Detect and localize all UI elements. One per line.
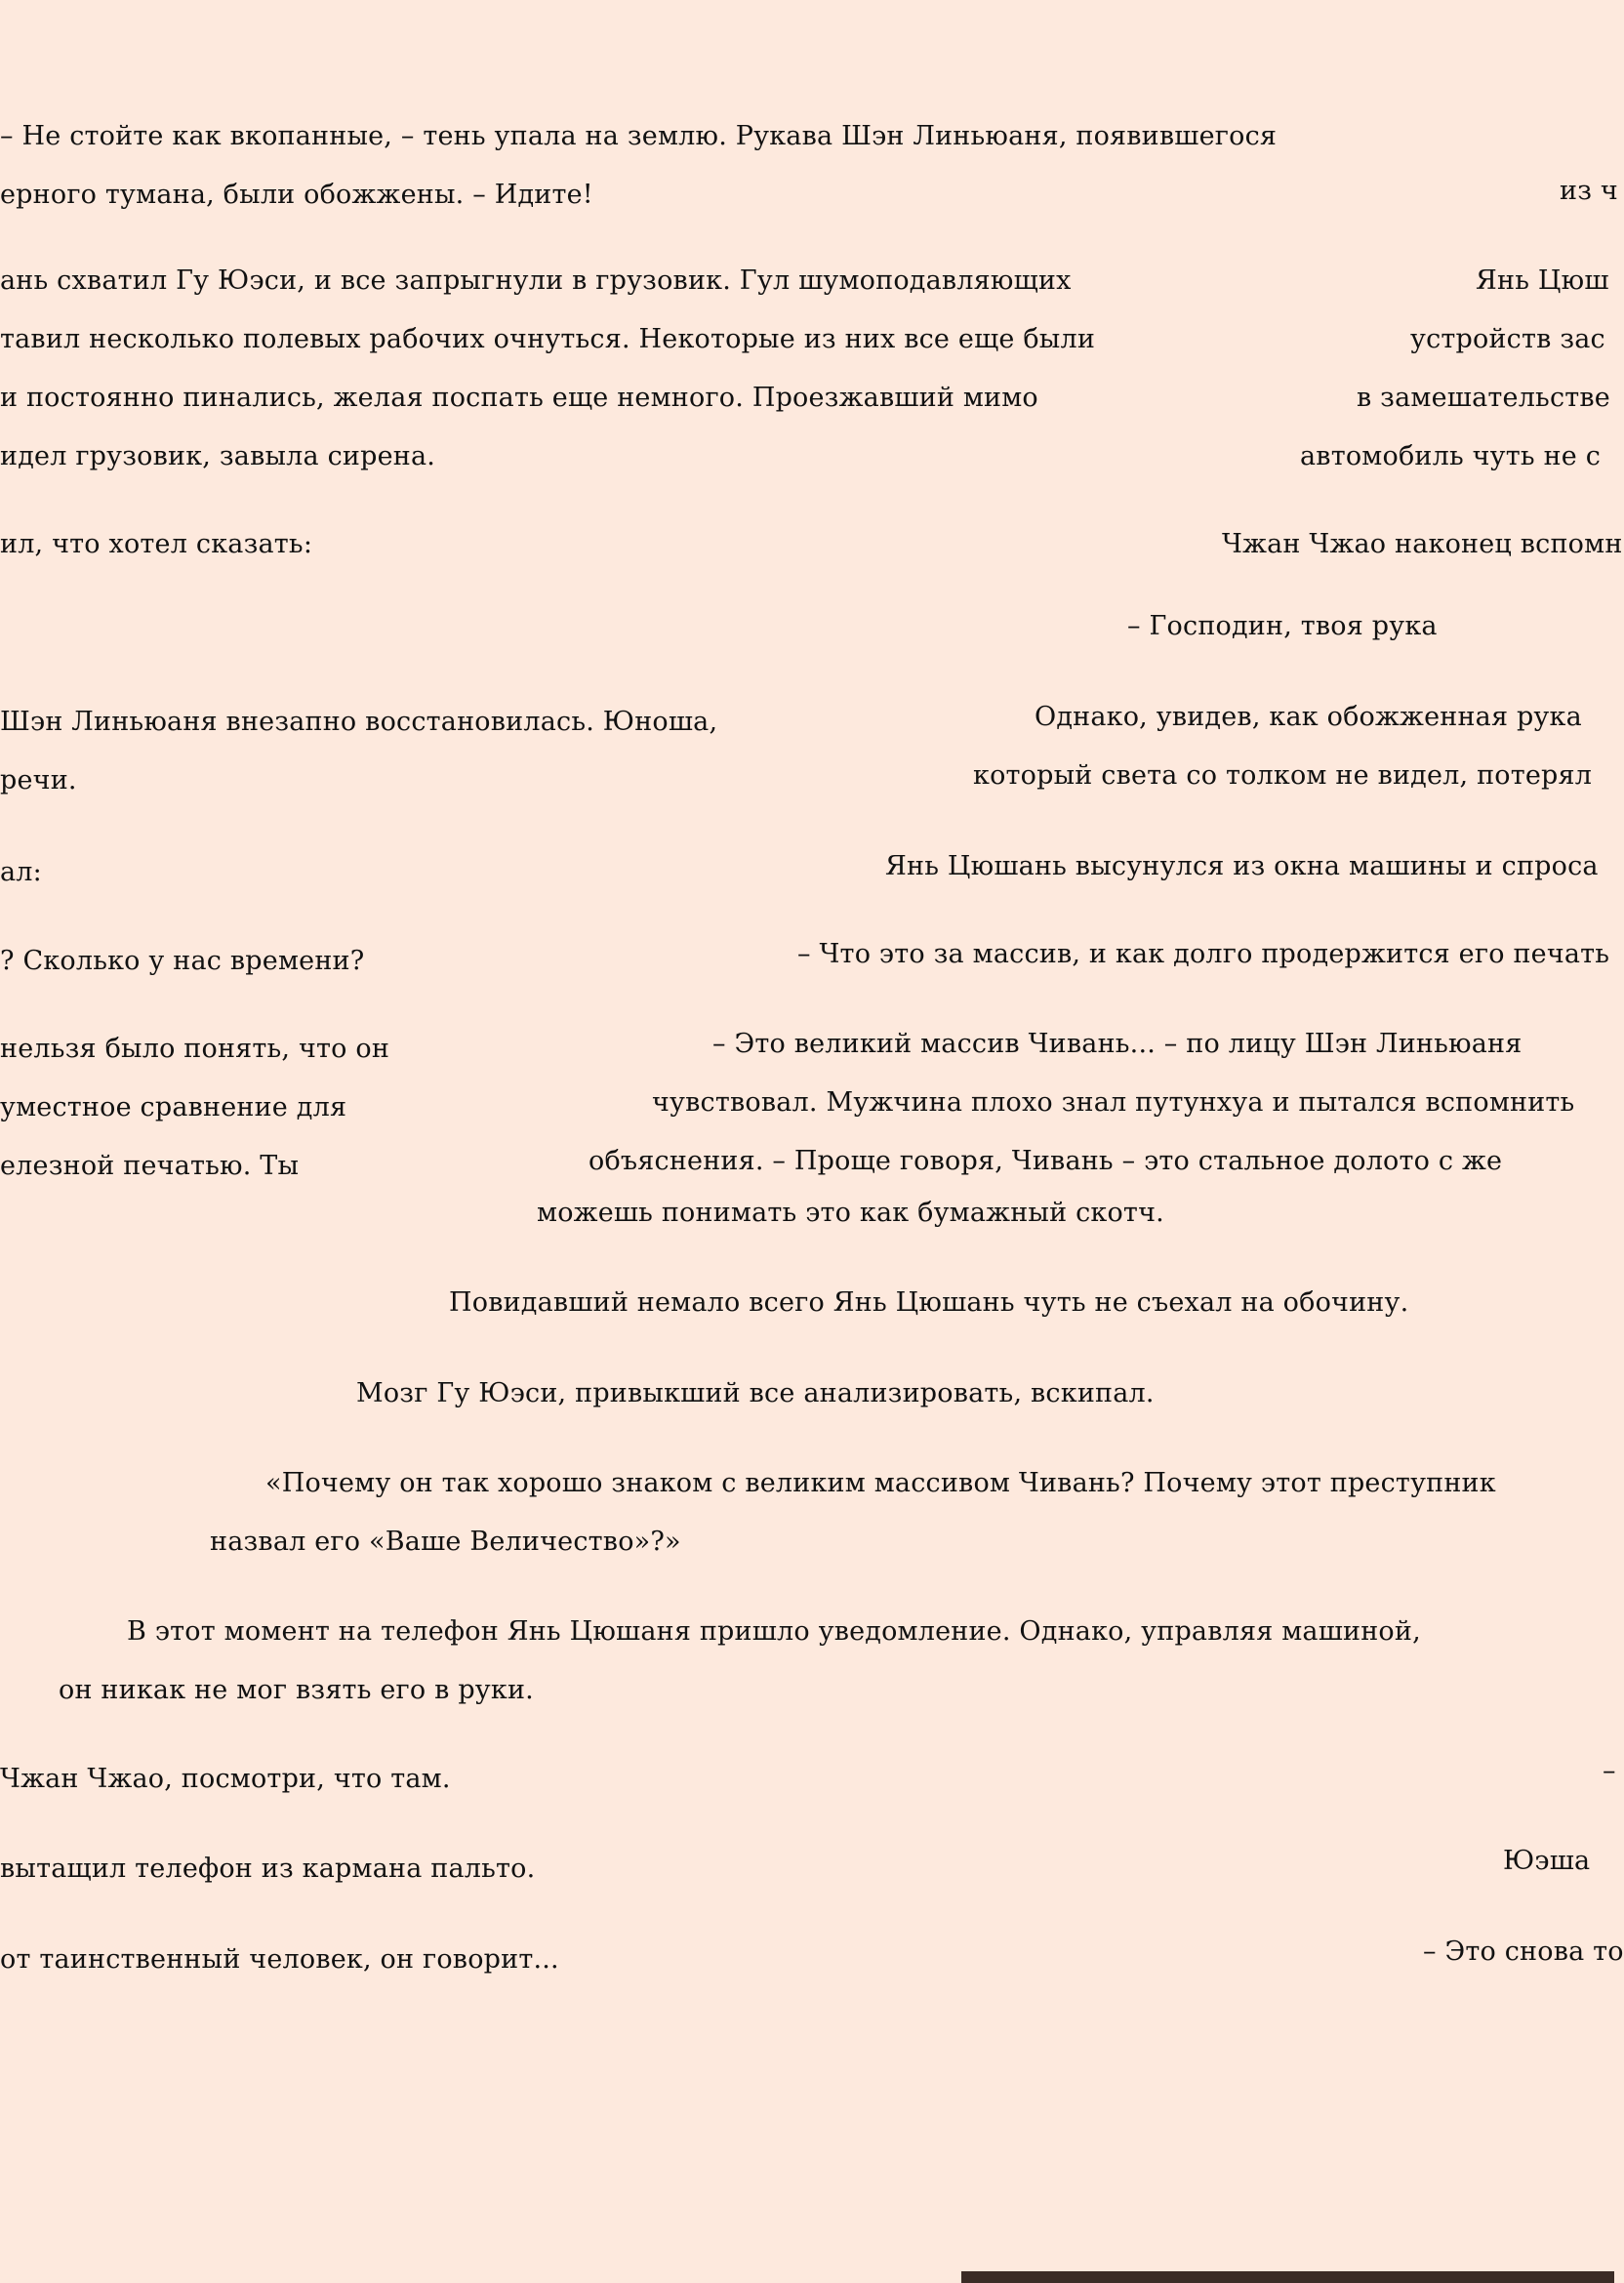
text-line: ань схватил Гу Юэси, и все запрыгнули в грузовик. Гул шумоподавляющих [0,265,1072,296]
text-line: В этот момент на телефон Янь Цюшаня пришло уведомление. Однако, управляя машиной, [127,1616,1421,1647]
text-line: Шэн Линьюаня внезапно восстановилась. Юноша, [0,707,718,737]
text-line: назвал его «Ваше Величество»?» [210,1527,681,1557]
text-line: – Не стойте как вкопанные, – тень упала на землю. Рукава Шэн Линьюаня, появившегося [0,121,1278,151]
paragraph [589,1132,1502,1191]
paragraph [0,515,312,574]
paragraph [1222,515,1623,574]
text-line: автомобиль чуть не с [1300,441,1602,471]
text-line: – Это снова то [1423,1936,1624,1967]
paragraph [973,747,1592,805]
bottom-progress-bar [961,2271,1614,2283]
paragraph [1560,162,1618,221]
text-line: из ч [1560,176,1618,206]
text-line: уместное сравнение для [0,1092,347,1122]
paragraph [797,925,1609,984]
text-line: который света со толком не видел, потерял [973,760,1593,791]
paragraph [1503,1832,1590,1891]
paragraph [210,1513,681,1571]
paragraph [652,1074,1574,1132]
text-line: объяснения. – Проще говоря, Чивань – это стальное долото с же [589,1146,1503,1176]
text-line: речи. [0,765,77,795]
text-line: – Что это за массив, и как долго продержится его печать [797,939,1610,969]
paragraph [0,107,1277,224]
paragraph [0,932,364,991]
paragraph [127,1603,1421,1661]
paragraph [59,1661,534,1720]
text-line: можешь понимать это как бумажный скотч. [537,1198,1164,1228]
text-line: – Это великий массив Чивань... – по лицу Шэн Линьюаня [712,1029,1522,1059]
paragraph [0,1750,451,1809]
text-line: Мозг Гу Юэси, привыкший все анализировать, вскипал. [356,1378,1155,1408]
paragraph [537,1184,1164,1243]
text-line: тавил несколько полевых рабочих очнуться. Некоторые из них все еще были [0,324,1096,354]
paragraph [1127,597,1438,656]
text-line: Однако, увидев, как обожженная рука [1035,702,1582,732]
paragraph [0,252,1095,486]
text-line: нельзя было понять, что он [0,1034,390,1064]
text-line: ал: [0,857,42,887]
text-line: Чжан Чжао наконец вспомн [1222,529,1623,559]
text-line: чувствовал. Мужчина плохо знал путунхуа и пытался вспомнить [652,1087,1575,1118]
text-line: и постоянно пинались, желая поспать еще немного. Проезжавший мимо [0,383,1038,413]
text-line: – [1603,1756,1616,1786]
text-line: от таинственный человек, он говорит... [0,1944,559,1975]
text-line: вытащил телефон из кармана пальто. [0,1854,536,1884]
text-line: Чжан Чжао, посмотри, что там. [0,1764,451,1794]
paragraph [1035,688,1582,747]
paragraph [265,1454,1496,1513]
text-line: Повидавший немало всего Янь Цюшань чуть не съехал на обочину. [449,1287,1409,1318]
paragraph [0,1020,389,1196]
paragraph [1357,369,1610,428]
paragraph [0,693,717,810]
text-line: – Господин, твоя рука [1127,611,1438,641]
paragraph [885,837,1599,896]
paragraph [0,1840,535,1898]
paragraph [1300,428,1601,486]
text-line: ерного тумана, были обожжены. – Идите! [0,180,593,210]
text-line: Янь Цюшань высунулся из окна машины и спроса [885,851,1599,881]
text-line: в замешательстве [1357,383,1610,413]
text-line: ? Сколько у нас времени? [0,946,365,976]
text-line: идел грузовик, завыла сирена. [0,441,436,471]
text-line: елезной печатью. Ты [0,1151,300,1181]
text-line: устройств зас [1410,324,1605,354]
paragraph [1603,1742,1616,1801]
paragraph [1423,1923,1624,1981]
paragraph [356,1365,1155,1423]
text-line: он никак не мог взять его в руки. [59,1675,534,1705]
paragraph [1410,310,1605,369]
paragraph [0,843,42,902]
text-line: Юэша [1503,1846,1591,1876]
text-line: Янь Цюш [1476,265,1609,296]
paragraph [449,1274,1408,1332]
paragraph [1476,252,1609,310]
paragraph [0,1931,559,1989]
paragraph [712,1015,1522,1074]
text-line: «Почему он так хорошо знаком с великим массивом Чивань? Почему этот преступник [265,1468,1496,1498]
text-line: ил, что хотел сказать: [0,529,313,559]
